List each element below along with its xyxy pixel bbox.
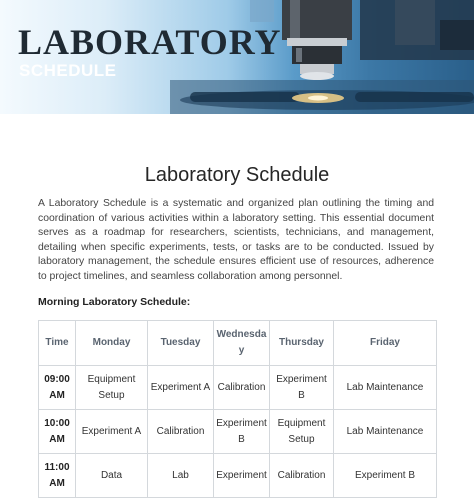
time-cell: 10:00 AM [39, 410, 76, 454]
table-cell: Calibration [214, 366, 270, 410]
column-header-friday: Friday [334, 321, 437, 366]
table-cell: Calibration [270, 454, 334, 498]
table-cell: Experiment B [270, 366, 334, 410]
banner-subtitle: SCHEDULE [19, 61, 117, 80]
table-cell: Lab Maintenance [334, 410, 437, 454]
table-cell: Experiment [214, 454, 270, 498]
table-cell: Lab Maintenance [334, 366, 437, 410]
table-cell: Calibration [148, 410, 214, 454]
table-row [39, 454, 437, 498]
table-cell: Experiment A [76, 410, 148, 454]
section-heading: Morning Laboratory Schedule: [38, 296, 191, 308]
table-row [39, 410, 437, 454]
schedule-table [38, 320, 437, 498]
table-cell: Equipment Setup [76, 366, 148, 410]
header-banner [0, 0, 474, 114]
table-cell: Experiment A [148, 366, 214, 410]
table-cell: Data [76, 454, 148, 498]
table-cell: Equipment Setup [270, 410, 334, 454]
time-cell: 11:00 AM [39, 454, 76, 498]
page-title: Laboratory Schedule [144, 164, 330, 186]
table-row [39, 366, 437, 410]
table-header-row [39, 321, 437, 366]
table-cell: Lab [148, 454, 214, 498]
column-header-tuesday: Tuesday [148, 321, 214, 366]
intro-paragraph: A Laboratory Schedule is a systematic and organized plan outlining the timing and coordination of various activities within a laboratory setting. This essential document serves as a roadmap for researchers, scientists, technicians, and management, detailing when specific experiments, tests, or tasks are to be conducted. Issued by laboratory management, the schedule ensures efficient use of resources, adherence to project timelines, and seamless collaboration among personnel. [38, 198, 434, 282]
column-header-time: Time [39, 321, 76, 366]
banner-title: LABORATORY [18, 22, 282, 62]
time-cell: 09:00 AM [39, 366, 76, 410]
column-header-wednesday: Wednesday [214, 321, 270, 366]
table-cell: Experiment B [214, 410, 270, 454]
table-cell: Experiment B [334, 454, 437, 498]
column-header-thursday: Thursday [270, 321, 334, 366]
column-header-monday: Monday [76, 321, 148, 366]
